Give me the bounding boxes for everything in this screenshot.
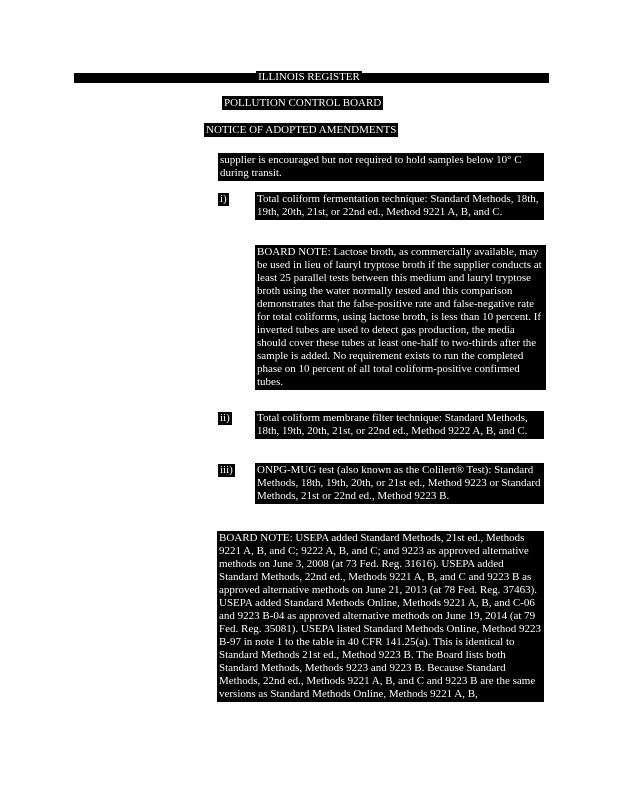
item-marker-iii: iii) [220, 464, 233, 476]
register-title: ILLINOIS REGISTER [258, 71, 360, 83]
usepa-board-note: BOARD NOTE: USEPA added Standard Methods, 21st ed., Methods 9221 A, B, and C; 9222 A, B, and C; and 9223 as approved alternative methods on June 3, 2008 (at 73 Fed. Reg. 31616). USEPA added Standard Methods, 22nd ed., Methods 9221 A, B, and C and 9223 B as approved alternative methods on June 21, 2013 (at 78 Fed. Reg. 37463). USEPA added Standard Methods Online, Methods 9221 A, B, and C-06 and 9223 B-04 as approved alternative methods on June 19, 2014 (at 79 Fed. Reg. 35081). USEPA listed Standard Methods Online, Method 9223 B-97 in note 1 to the table in 40 CFR 141.25(a). This is identical to Standard Methods 21st ed., Method 9223 B. The Board lists both Standard Methods, Methods 9223 and 9223 B. Because Standard Methods, 22nd ed., Methods 9221 A, B, and C and 9223 B are the same versions as Standard Methods Online, Methods 9221 A, B, [217, 531, 544, 702]
item-marker-i: i) [220, 193, 227, 205]
continuation-paragraph: supplier is encouraged but not required to hold samples below 10° C during transit. [218, 153, 544, 181]
notice-title: NOTICE OF ADOPTED AMENDMENTS [206, 124, 397, 136]
lactose-board-note: BOARD NOTE: Lactose broth, as commercially available, may be used in lieu of lauryl tryptose broth if the supplier conducts at least 25 parallel tests between this medium and lauryl tryptose broth using the water normally tested and this comparison demonstrates that the false-positive rate and false-negative rate for total coliforms, using lactose broth, is less than 10 percent. If inverted tubes are used to detect gas production, the media should cover these tubes at least one-half to two-thirds after the sample is added. No requirement exists to run the completed phase on 10 percent of all total coliform-positive confirmed tubes. [255, 245, 546, 390]
item-text-iii: ONPG-MUG test (also known as the Colilert® Test): Standard Methods, 18th, 19th, 20th, or 21st ed., Method 9223 or Standard Methods, 21st or 22nd ed., Method 9223 B. [255, 463, 544, 504]
item-marker-ii: ii) [220, 412, 230, 424]
item-text-ii: Total coliform membrane filter technique: Standard Methods, 18th, 19th, 20th, 21st, or 22nd ed., Method 9222 A, B, and C. [255, 411, 544, 439]
item-text-i: Total coliform fermentation technique: Standard Methods, 18th, 19th, 20th, 21st, or 22nd ed., Method 9221 A, B, and C. [255, 192, 544, 220]
board-title: POLLUTION CONTROL BOARD [224, 97, 382, 109]
